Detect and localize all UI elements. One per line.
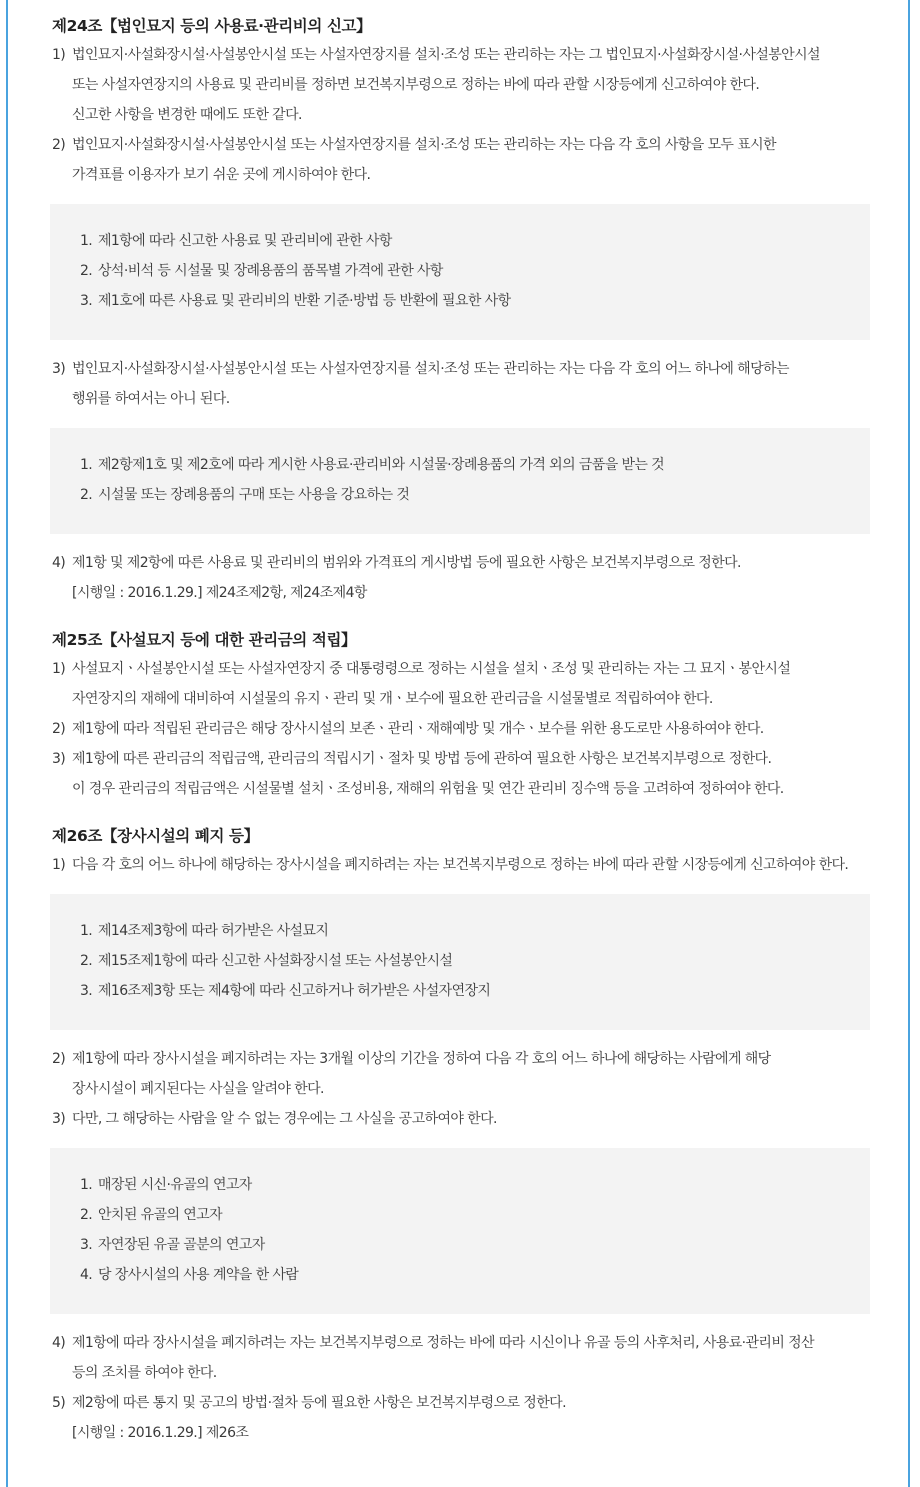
law-articles — [52, 12, 874, 1448]
list-item-number: 1. — [80, 923, 93, 939]
clause-number: 2) — [52, 721, 66, 737]
clause-line: 신고한 사항을 변경한 때에도 또한 같다. — [72, 107, 302, 123]
list-item-number: 2. — [80, 953, 93, 969]
list-item-text: 상석·비석 등 시설물 및 장례용품의 품목별 가격에 관한 사항 — [98, 263, 443, 279]
clause-line: [시행일 : 2016.1.29.] 제26조 — [72, 1425, 249, 1441]
list-item-number: 2. — [80, 487, 93, 503]
list-item-text: 당 장사시설의 사용 계약을 한 사람 — [98, 1267, 299, 1283]
list-item — [80, 1260, 870, 1290]
article-title: 제26조【장사시설의 폐지 등】 — [52, 827, 259, 845]
list-item — [80, 256, 870, 286]
article-title: 제24조【법인묘지 등의 사용료·관리비의 신고】 — [52, 17, 372, 35]
list-item-number: 1. — [80, 457, 93, 473]
list-item — [80, 946, 870, 976]
item-list-box — [50, 428, 870, 534]
clause-number: 5) — [52, 1395, 66, 1411]
list-item — [80, 226, 870, 256]
list-item-text: 제1호에 따른 사용료 및 관리비의 반환 기준·방법 등 반환에 필요한 사항 — [98, 293, 511, 309]
list-item — [80, 1230, 870, 1260]
clause-paragraph — [52, 1388, 874, 1448]
clause-line: 제1항에 따른 관리금의 적립금액, 관리금의 적립시기ㆍ절차 및 방법 등에 관하여 필요한 사항은 보건복지부령으로 정한다. — [72, 751, 772, 767]
clause-paragraph — [52, 654, 874, 714]
list-item-number: 2. — [80, 1207, 93, 1223]
clause-number: 4) — [52, 1335, 66, 1351]
clause-number: 1) — [52, 857, 66, 873]
list-item-text: 시설물 또는 장례용품의 구매 또는 사용을 강요하는 것 — [98, 487, 410, 503]
clause-line: 제1항에 따라 장사시설을 폐지하려는 자는 보건복지부령으로 정하는 바에 따라 시신이나 유골 등의 사후처리, 사용료·관리비 정산 — [72, 1335, 814, 1351]
item-list-box — [50, 1148, 870, 1314]
clause-paragraph — [52, 130, 874, 190]
list-item-text: 제2항제1호 및 제2호에 따라 게시한 사용료·관리비와 시설물·장례용품의 가격 외의 금품을 받는 것 — [98, 457, 665, 473]
clause-paragraph — [52, 744, 874, 804]
clause-line: 이 경우 관리금의 적립금액은 시설물별 설치ㆍ조성비용, 재해의 위험율 및 연간 관리비 징수액 등을 고려하여 정하여야 한다. — [72, 781, 784, 797]
clause-line: 자연장지의 재해에 대비하여 시설물의 유지ㆍ관리 및 개ㆍ보수에 필요한 관리금을 시설물별로 적립하여야 한다. — [72, 691, 713, 707]
clause-number: 2) — [52, 1051, 66, 1067]
list-item — [80, 1200, 870, 1230]
article-title: 제25조【사설묘지 등에 대한 관리금의 적립】 — [52, 631, 357, 649]
list-item-number: 1. — [80, 1177, 93, 1193]
article-section — [52, 822, 874, 1448]
clause-number: 3) — [52, 1111, 66, 1127]
list-item-text: 제16조제3항 또는 제4항에 따라 신고하거나 허가받은 사설자연장지 — [98, 983, 491, 999]
clause-line: 행위를 하여서는 아니 된다. — [72, 391, 230, 407]
list-item — [80, 286, 870, 316]
clause-number: 1) — [52, 661, 66, 677]
list-item-number: 1. — [80, 233, 93, 249]
list-item-number: 4. — [80, 1267, 93, 1283]
list-item-text: 제14조제3항에 따라 허가받은 사설묘지 — [98, 923, 329, 939]
article-section — [52, 12, 874, 608]
list-item-number: 3. — [80, 1237, 93, 1253]
clause-paragraph — [52, 40, 874, 130]
section-spacer — [52, 608, 874, 626]
item-list-box — [50, 894, 870, 1030]
list-item — [80, 450, 870, 480]
section-spacer — [52, 804, 874, 822]
list-item-text: 제1항에 따라 신고한 사용료 및 관리비에 관한 사항 — [98, 233, 392, 249]
item-list-box — [50, 204, 870, 340]
clause-number: 4) — [52, 555, 66, 571]
list-item-text: 매장된 시신·유골의 연고자 — [98, 1177, 252, 1193]
article-section — [52, 626, 874, 804]
clause-line: 장사시설이 폐지된다는 사실을 알려야 한다. — [72, 1081, 324, 1097]
list-item-number: 3. — [80, 983, 93, 999]
list-item — [80, 916, 870, 946]
clause-number: 3) — [52, 361, 66, 377]
clause-line: 가격표를 이용자가 보기 쉬운 곳에 게시하여야 한다. — [72, 167, 371, 183]
clause-line: 법인묘지·사설화장시설·사설봉안시설 또는 사설자연장지를 설치·조성 또는 관리하는 자는 다음 각 호의 사항을 모두 표시한 — [72, 137, 776, 153]
clause-line: 또는 사설자연장지의 사용료 및 관리비를 정하면 보건복지부령으로 정하는 바에 따라 관할 시장등에게 신고하여야 한다. — [72, 77, 760, 93]
clause-line: 법인묘지·사설화장시설·사설봉안시설 또는 사설자연장지를 설치·조성 또는 관리하는 자는 그 법인묘지·사설화장시설·사설봉안시설 — [72, 47, 820, 63]
list-item-text: 자연장된 유골 골분의 연고자 — [98, 1237, 265, 1253]
clause-line: 다음 각 호의 어느 하나에 해당하는 장사시설을 폐지하려는 자는 보건복지부령으로 정하는 바에 따라 관할 시장등에게 신고하여야 한다. — [72, 857, 849, 873]
clause-number: 1) — [52, 47, 66, 63]
clause-line: 법인묘지·사설화장시설·사설봉안시설 또는 사설자연장지를 설치·조성 또는 관리하는 자는 다음 각 호의 어느 하나에 해당하는 — [72, 361, 789, 377]
list-item — [80, 976, 870, 1006]
list-item-text: 제15조제1항에 따라 신고한 사설화장시설 또는 사설봉안시설 — [98, 953, 453, 969]
clause-paragraph — [52, 1044, 874, 1104]
clause-paragraph — [52, 714, 874, 744]
clause-paragraph — [52, 1328, 874, 1388]
list-item — [80, 480, 870, 510]
clause-number: 2) — [52, 137, 66, 153]
clause-line: 제1항에 따라 장사시설을 폐지하려는 자는 3개월 이상의 기간을 정하여 다음 각 호의 어느 하나에 해당하는 사람에게 해당 — [72, 1051, 771, 1067]
clause-paragraph — [52, 850, 874, 880]
clause-line: 사설묘지ㆍ사설봉안시설 또는 사설자연장지 중 대통령령으로 정하는 시설을 설치ㆍ조성 및 관리하는 자는 그 묘지ㆍ봉안시설 — [72, 661, 791, 677]
list-item-number: 2. — [80, 263, 93, 279]
clause-line: 제1항에 따라 적립된 관리금은 해당 장사시설의 보존ㆍ관리ㆍ재해예방 및 개수ㆍ보수를 위한 용도로만 사용하여야 한다. — [72, 721, 764, 737]
clause-line: 등의 조치를 하여야 한다. — [72, 1365, 217, 1381]
clause-line: 다만, 그 해당하는 사람을 알 수 없는 경우에는 그 사실을 공고하여야 한다. — [72, 1111, 497, 1127]
clause-line: 제2항에 따른 통지 및 공고의 방법·절차 등에 필요한 사항은 보건복지부령으로 정한다. — [72, 1395, 566, 1411]
clause-number: 3) — [52, 751, 66, 767]
list-item-number: 3. — [80, 293, 93, 309]
clause-paragraph — [52, 1104, 874, 1134]
clause-line: 제1항 및 제2항에 따른 사용료 및 관리비의 범위와 가격표의 게시방법 등에 필요한 사항은 보건복지부령으로 정한다. — [72, 555, 741, 571]
clause-paragraph — [52, 548, 874, 608]
list-item — [80, 1170, 870, 1200]
clause-line: [시행일 : 2016.1.29.] 제24조제2항, 제24조제4항 — [72, 585, 367, 601]
list-item-text: 안치된 유골의 연고자 — [98, 1207, 223, 1223]
clause-paragraph — [52, 354, 874, 414]
